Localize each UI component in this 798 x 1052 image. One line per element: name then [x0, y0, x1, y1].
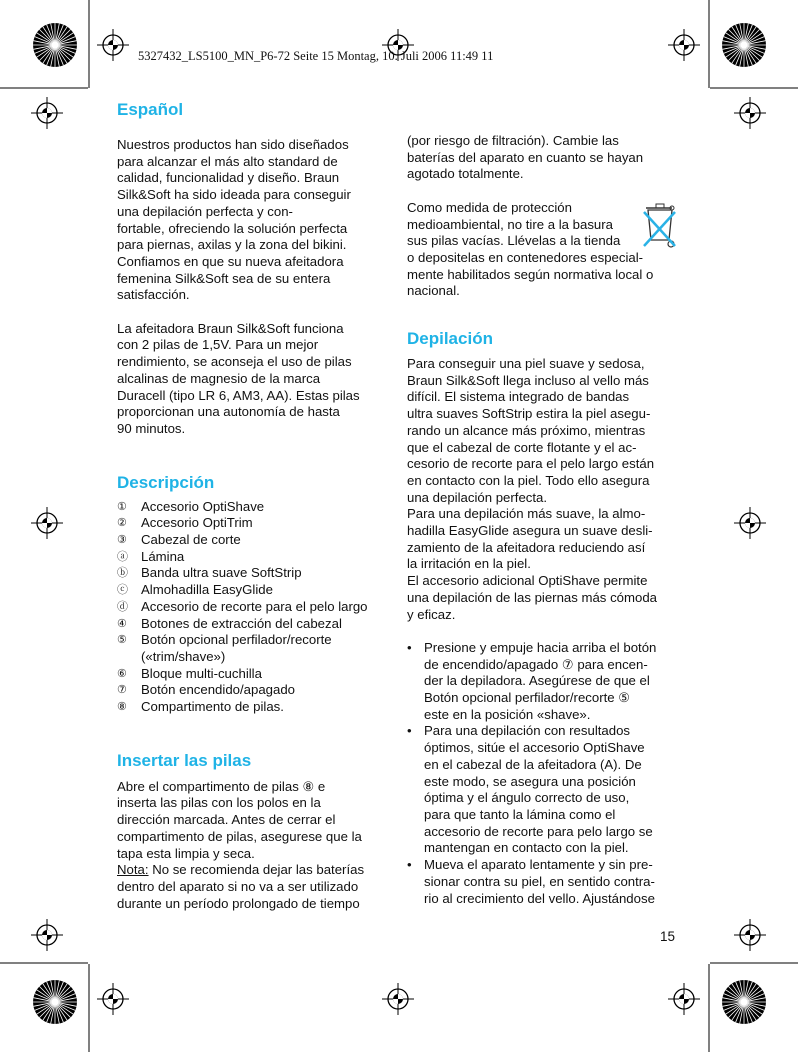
text-line: La afeitadora Braun Silk&Soft funciona [117, 320, 344, 336]
insert-paragraph [117, 779, 392, 913]
text-line: de encendido/apagado ⑦ para encen- [424, 656, 648, 672]
text-line: der la depiladora. Asegúrese de que el [424, 673, 650, 689]
starburst-icon [722, 23, 766, 67]
registration-mark-icon [97, 29, 129, 61]
text-line: rio al crecimiento del vello. Ajustándose [424, 890, 655, 906]
bullet-item [407, 857, 679, 907]
note-line [117, 862, 392, 879]
item-number: ⑦ [117, 684, 127, 697]
list-item [117, 599, 392, 616]
text-line: • Presione y empuje hacia arriba el botón [424, 639, 657, 655]
text-line: accesorio de recorte para pelo largo se [424, 823, 653, 839]
list-item [117, 565, 392, 582]
item-text: Compartimento de pilas. [141, 699, 284, 715]
text-line: para que tanto la lámina como el [424, 806, 616, 822]
continuation-paragraph [407, 133, 679, 183]
text-line: una depilación de las piernas más cómoda [407, 589, 657, 605]
item-text: Bloque multi-cuchilla [141, 665, 262, 681]
text-line: rando un alcance más próximo, mientras [407, 422, 646, 438]
text-line: baterías del aparato en cuanto se hayan [407, 149, 644, 165]
item-text: Cabezal de corte [141, 532, 241, 548]
description-list [117, 499, 392, 716]
title-descripcion: Descripción [117, 472, 215, 492]
text-line: Confiamos en que su nueva afeitadora [117, 253, 344, 269]
text-line: que el cabezal de corte flotante y el ac- [407, 439, 637, 455]
item-number: ⓐ [117, 550, 128, 563]
text-line: satisfacción. [117, 287, 190, 303]
text-line: Silk&Soft ha sido ideada para conseguir [117, 187, 351, 203]
text-line: sus pilas vacías. Llévelas a la tienda [407, 233, 621, 249]
text-line: • Mueva el aparato lentamente y sin pre- [424, 857, 653, 873]
text-line: femenina Silk&Soft sea de su entera [117, 270, 331, 286]
item-number: ⑤ [117, 634, 127, 647]
text-line: difícil. El sistema integrado de bandas [407, 389, 630, 405]
item-number: ⓑ [117, 567, 128, 580]
item-number: ⓓ [117, 600, 128, 613]
registration-mark-icon [668, 983, 700, 1015]
text-line: Duracell (tipo LR 6, AM3, AA). Estas pilas [117, 387, 360, 403]
registration-mark-icon [31, 97, 63, 129]
text-line: tapa esta limpia y seca. [117, 845, 255, 861]
title-espanol: Español [117, 100, 184, 119]
text-line: Como medida de protección [407, 199, 572, 215]
item-text: Banda ultra suave SoftStrip [141, 565, 302, 581]
item-text: Botones de extracción del cabezal [141, 615, 342, 631]
bullet-item [407, 640, 679, 724]
text-line: El accesorio adicional OptiShave permite [407, 573, 648, 589]
environment-paragraph [407, 200, 679, 300]
registration-mark-icon [97, 983, 129, 1015]
list-item [117, 582, 392, 599]
text-line: este modo, se asegura una posición [424, 773, 636, 789]
text-line: hadilla EasyGlide asegura un suave desli- [407, 523, 653, 539]
text-line: dentro del aparato si no va a ser utilizado [117, 879, 359, 894]
text-line: dirección marcada. Antes de cerrar el [117, 812, 336, 828]
text-line: ultra suaves SoftStrip estira la piel asegu- [407, 406, 651, 422]
registration-mark-icon [382, 983, 414, 1015]
item-number: ② [117, 517, 127, 530]
starburst-icon [33, 23, 77, 67]
text-line: calidad, funcionalidad y diseño. Braun [117, 170, 340, 186]
registration-mark-icon [734, 919, 766, 951]
text-line: este en la posición «shave». [424, 706, 591, 722]
battery-paragraph [117, 321, 392, 438]
text-line: Para conseguir una piel suave y sedosa, [407, 356, 645, 372]
text-line: nacional. [407, 283, 460, 299]
starburst-icon [33, 980, 77, 1024]
print-header: 5327432_LS5100_MN_P6-72 Seite 15 Montag, 10. Juli 2006 11:49 11 [138, 49, 494, 63]
text-line: proporcionan una autonomía de hasta [117, 404, 340, 420]
item-text: Lámina [141, 548, 185, 564]
intro-paragraph [117, 137, 392, 304]
text-line: • Para una depilación con resultados [424, 723, 631, 739]
title-depilacion: Depilación [407, 329, 493, 349]
list-item [117, 515, 392, 532]
list-item [117, 549, 392, 566]
text-line: para piernas, axilas y la zona del bikini. [117, 237, 347, 253]
text-line: con 2 pilas de 1,5V. Para un mejor [117, 337, 319, 353]
text-line: o depositelas en contenedores especial- [407, 249, 644, 265]
item-text: Botón encendido/apagado [141, 682, 295, 698]
item-number: ④ [117, 617, 127, 630]
text-line: Braun Silk&Soft llega incluso al vello más [407, 372, 649, 388]
text-line: zamiento de la afeitadora reduciendo así [407, 539, 646, 555]
text-line: medioambiental, no tire a la basura [407, 216, 613, 232]
text-line: en el cabezal de la afeitadora (A). De [424, 756, 642, 772]
instruction-bullets [407, 640, 679, 907]
list-item [117, 532, 392, 549]
list-item [117, 699, 392, 716]
text-line: alcalinas de magnesio de la marca [117, 370, 321, 386]
text-line: agotado totalmente. [407, 166, 524, 182]
item-number: ⑥ [117, 667, 127, 680]
registration-mark-icon [31, 507, 63, 539]
registration-mark-icon [734, 507, 766, 539]
item-text: Botón opcional perfilador/recorte («trim/shave») [141, 632, 332, 664]
text-line: óptimos, sitúe el accesorio OptiShave [424, 740, 645, 756]
page-number: 15 [660, 929, 676, 944]
list-item [117, 616, 392, 633]
text-line: cesorio de recorte para el pelo largo están [407, 456, 655, 472]
text-line: para alcanzar el más alto standard de [117, 153, 338, 169]
text-line: fortable, ofreciendo la solución perfecta [117, 220, 348, 236]
text-line: óptima y el ángulo correcto de uso, [424, 790, 630, 806]
item-text: Accesorio OptiTrim [141, 515, 253, 531]
left-column [117, 100, 392, 912]
text-line: y eficaz. [407, 606, 456, 622]
registration-mark-icon [31, 919, 63, 951]
list-item [117, 499, 392, 516]
text-line: compartimento de pilas, asegurese que la [117, 828, 362, 844]
text-line: rendimiento, se aconseja el uso de pilas [117, 354, 352, 370]
starburst-icon [722, 980, 766, 1024]
text-line: Botón opcional perfilador/recorte ⑤ [424, 690, 631, 706]
text-line: Nuestros productos han sido diseñados [117, 137, 349, 152]
text-line: inserta las pilas con los polos en la [117, 795, 321, 811]
title-insertar-pilas: Insertar las pilas [117, 750, 252, 770]
list-item [117, 666, 392, 683]
bullet-item [407, 723, 679, 857]
text-line: mente habilitados según normativa local o [407, 266, 654, 282]
text-line: una depilación perfecta. [407, 489, 548, 505]
registration-mark-icon [734, 97, 766, 129]
text-line: 90 minutos. [117, 420, 186, 436]
item-text: Accesorio OptiShave [141, 498, 265, 514]
item-text: Accesorio de recorte para el pelo largo [141, 598, 368, 614]
text-line: No se recomienda dejar las baterías [148, 862, 365, 878]
depilation-paragraph [407, 356, 679, 623]
list-item [117, 682, 392, 699]
text-line: (por riesgo de filtración). Cambie las [407, 133, 619, 148]
item-number: ① [117, 500, 127, 513]
text-line: la irritación en la piel. [407, 556, 531, 572]
item-number: ⑧ [117, 701, 127, 714]
text-line: mantengan en contacto con la piel. [424, 840, 629, 856]
crossed-bin-icon [642, 202, 678, 250]
item-number: ⓒ [117, 584, 128, 597]
text-line: Abre el compartimento de pilas ⑧ e [117, 778, 326, 794]
registration-mark-icon [668, 29, 700, 61]
text-line: Para una depilación más suave, la almo- [407, 506, 646, 522]
text-line: en contacto con la piel. Todo ello asegura [407, 472, 650, 488]
text-line: durante un período prolongado de tiempo [117, 895, 360, 911]
text-line: sionar contra su piel, en sentido contra- [424, 873, 655, 889]
item-number: ③ [117, 534, 127, 547]
text-line: una depilación perfecta y con- [117, 203, 293, 219]
list-item [117, 632, 392, 665]
item-text: Almohadilla EasyGlide [141, 582, 273, 598]
note-label: Nota: [117, 862, 149, 878]
right-column [407, 133, 679, 907]
